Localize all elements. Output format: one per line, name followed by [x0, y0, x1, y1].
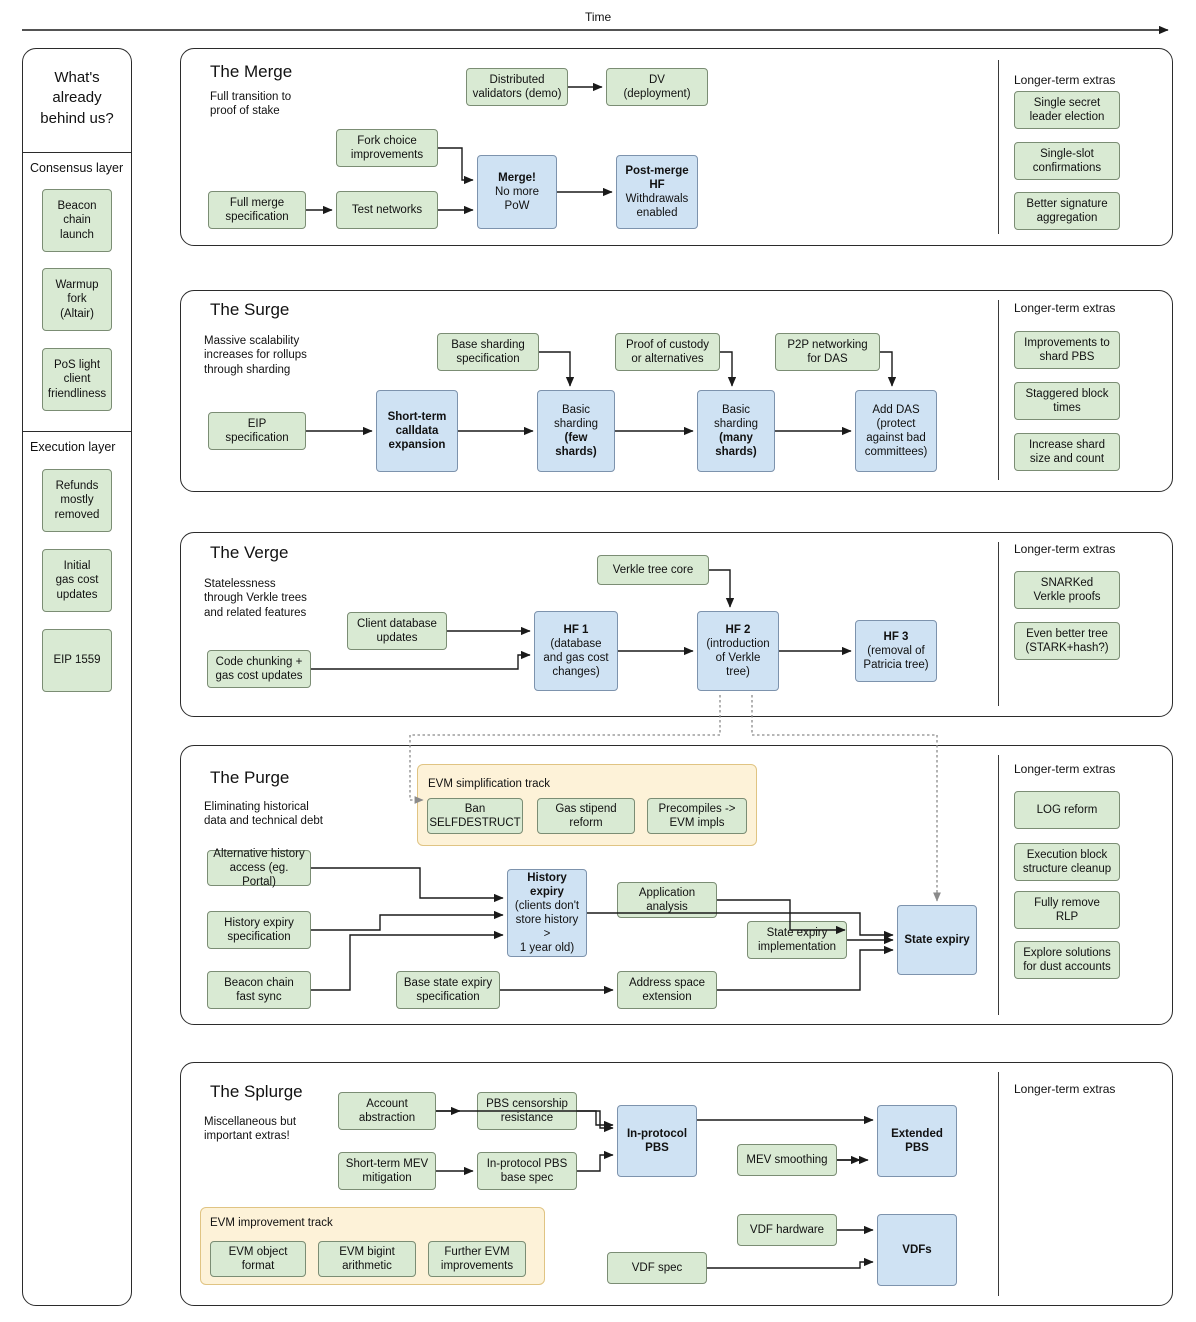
extra-even-better-tree[interactable]: Even better tree (STARK+hash?) [1014, 622, 1120, 660]
node-short-term-mev-mitigation[interactable]: Short-term MEV mitigation [338, 1152, 436, 1190]
node-evm-bigint-arithmetic[interactable]: EVM bigint arithmetic [318, 1241, 416, 1277]
left-section-execution: Execution layer [30, 440, 116, 454]
node-beacon-chain-fast-sync[interactable]: Beacon chain fast sync [207, 971, 311, 1009]
node-history-expiry-specification[interactable]: History expiry specification [207, 911, 311, 949]
node-code-chunking-gas-cost[interactable]: Code chunking + gas cost updates [207, 650, 311, 688]
left-column-title [26, 68, 128, 129]
extra-explore-dust-accounts[interactable]: Explore solutions for dust accounts [1014, 941, 1120, 979]
evm-simplification-track-label: EVM simplification track [428, 778, 551, 790]
node-basic-sharding-few-shards[interactable]: Basic sharding (few shards) [537, 390, 615, 472]
extra-execution-block-structure-cleanup[interactable]: Execution block structure cleanup [1014, 843, 1120, 881]
node-state-expiry[interactable]: State expiry [897, 905, 977, 975]
node-history-expiry[interactable]: History expiry (clients don't store history > 1 year old) [507, 869, 587, 957]
node-address-space-extension[interactable]: Address space extension [617, 971, 717, 1009]
purge-extras-heading: Longer-term extras [1014, 762, 1116, 776]
node-in-protocol-pbs-base-spec[interactable]: In-protocol PBS base spec [477, 1152, 577, 1190]
node-add-das[interactable]: Add DAS (protect against bad committees) [855, 390, 937, 472]
node-in-protocol-pbs[interactable]: In-protocol PBS [617, 1105, 697, 1177]
node-ban-selfdestruct[interactable]: Ban SELFDESTRUCT [427, 798, 523, 834]
extra-fully-remove-rlp[interactable]: Fully remove RLP [1014, 891, 1120, 929]
splurge-extras-divider [998, 1072, 999, 1296]
surge-extras-divider [998, 300, 999, 480]
node-account-abstraction[interactable]: Account abstraction [338, 1092, 436, 1130]
node-vdfs[interactable]: VDFs [877, 1214, 957, 1286]
evm-improvement-track-label: EVM improvement track [210, 1217, 333, 1229]
node-further-evm-improvements[interactable]: Further EVM improvements [428, 1241, 526, 1277]
node-evm-object-format[interactable]: EVM object format [210, 1241, 306, 1277]
node-hf3[interactable]: HF 3 (removal of Patricia tree) [855, 620, 937, 682]
extra-log-reform[interactable]: LOG reform [1014, 791, 1120, 829]
node-p2p-networking-for-das[interactable]: P2P networking for DAS [775, 333, 880, 371]
node-hf2[interactable]: HF 2 (introduction of Verkle tree) [697, 611, 779, 691]
extra-increase-shard-size[interactable]: Increase shard size and count [1014, 433, 1120, 471]
left-divider-2 [22, 431, 132, 432]
panel-sub-purge: Eliminating historical data and technical debt [204, 801, 323, 828]
node-post-merge-hf[interactable]: Post-merge HF Withdrawals enabled [616, 155, 698, 229]
left-section-consensus: Consensus layer [30, 161, 124, 175]
panel-sub-merge: Full transition to proof of stake [210, 91, 292, 118]
node-vdf-spec[interactable]: VDF spec [607, 1252, 707, 1284]
node-state-expiry-implementation[interactable]: State expiry implementation [747, 921, 847, 959]
time-axis-label: Time [585, 10, 612, 24]
extra-better-signature-aggregation[interactable]: Better signature aggregation [1014, 192, 1120, 230]
node-proof-of-custody[interactable]: Proof of custody or alternatives [615, 333, 720, 371]
extra-single-slot-confirmations[interactable]: Single-slot confirmations [1014, 142, 1120, 180]
node-alternative-history-access[interactable]: Alternative history access (eg. Portal) [207, 850, 311, 886]
merge-extras-divider [998, 60, 999, 234]
panel-title-splurge: The Splurge [210, 1082, 303, 1101]
splurge-extras-heading: Longer-term extras [1014, 1082, 1116, 1096]
extra-improvements-shard-pbs[interactable]: Improvements to shard PBS [1014, 331, 1120, 369]
extra-snarked-verkle-proofs[interactable]: SNARKed Verkle proofs [1014, 571, 1120, 609]
panel-sub-splurge: Miscellaneous but important extras! [204, 1116, 297, 1143]
node-fork-choice-improvements[interactable]: Fork choice improvements [336, 129, 438, 167]
left-divider-1 [22, 152, 132, 153]
node-pbs-censorship-resistance[interactable]: PBS censorship resistance [477, 1092, 577, 1130]
node-short-term-calldata-expansion[interactable]: Short-term calldata expansion [376, 390, 458, 472]
node-client-database-updates[interactable]: Client database updates [347, 612, 447, 650]
node-dv-deployment[interactable]: DV (deployment) [606, 68, 708, 106]
node-basic-sharding-many-shards[interactable]: Basic sharding (many shards) [697, 390, 775, 472]
node-vdf-hardware[interactable]: VDF hardware [737, 1214, 837, 1246]
verge-extras-heading: Longer-term extras [1014, 542, 1116, 556]
extra-staggered-block-times[interactable]: Staggered block times [1014, 382, 1120, 420]
item-eip-1559[interactable]: EIP 1559 [42, 629, 112, 692]
panel-title-verge: The Verge [210, 543, 289, 562]
panel-sub-surge: Massive scalability increases for rollups through sharding [204, 335, 307, 376]
purge-extras-divider [998, 755, 999, 1015]
node-base-sharding-specification[interactable]: Base sharding specification [437, 333, 539, 371]
panel-title-surge: The Surge [210, 300, 290, 319]
node-verkle-tree-core[interactable]: Verkle tree core [597, 555, 709, 585]
item-initial-gas-cost-updates[interactable]: Initial gas cost updates [42, 549, 112, 612]
merge-extras-heading: Longer-term extras [1014, 73, 1116, 87]
node-hf1[interactable]: HF 1 (database and gas cost changes) [534, 611, 618, 691]
panel-sub-verge: Statelessness through Verkle trees and related features [204, 578, 307, 619]
left-title-line3: behind us? [40, 109, 114, 127]
node-test-networks[interactable]: Test networks [336, 191, 438, 229]
node-application-analysis[interactable]: Application analysis [617, 882, 717, 918]
item-warmup-fork[interactable]: Warmup fork (Altair) [42, 268, 112, 331]
node-eip-specification[interactable]: EIP specification [208, 412, 306, 450]
left-title-line1: What's [54, 69, 100, 86]
left-title-line2: already [52, 89, 102, 107]
node-merge-no-more-pow[interactable]: Merge! No more PoW [477, 155, 557, 229]
item-pos-light-client[interactable]: PoS light client friendliness [42, 348, 112, 411]
extra-single-secret-leader-election[interactable]: Single secret leader election [1014, 91, 1120, 129]
panel-title-purge: The Purge [210, 768, 290, 787]
node-gas-stipend-reform[interactable]: Gas stipend reform [537, 798, 635, 834]
node-distributed-validators-demo[interactable]: Distributed validators (demo) [466, 68, 568, 106]
node-extended-pbs[interactable]: Extended PBS [877, 1105, 957, 1177]
node-full-merge-specification[interactable]: Full merge specification [208, 191, 306, 229]
panel-title-merge: The Merge [210, 62, 293, 81]
item-beacon-chain-launch[interactable]: Beacon chain launch [42, 189, 112, 252]
surge-extras-heading: Longer-term extras [1014, 301, 1116, 315]
node-precompiles-to-evm-impls[interactable]: Precompiles -> EVM impls [647, 798, 747, 834]
item-refunds-removed[interactable]: Refunds mostly removed [42, 469, 112, 532]
verge-extras-divider [998, 542, 999, 706]
node-mev-smoothing[interactable]: MEV smoothing [737, 1144, 837, 1176]
node-base-state-expiry-specification[interactable]: Base state expiry specification [396, 971, 500, 1009]
